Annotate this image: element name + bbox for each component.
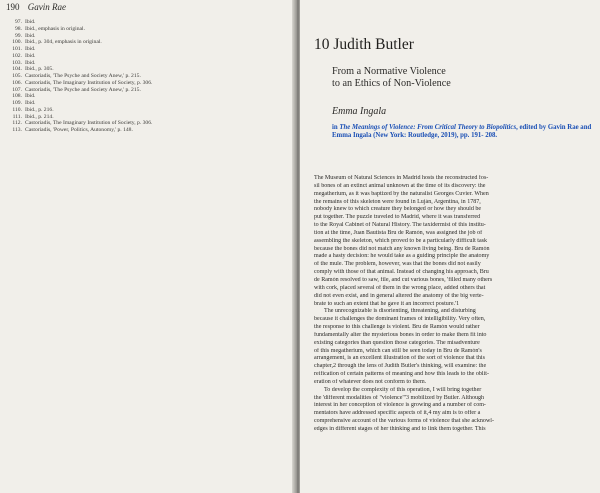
endnote xyxy=(6,127,266,134)
endnote-text: Ibid. xyxy=(25,59,36,66)
chapter-title: 10 Judith Butler xyxy=(314,36,414,53)
body-line: the 'different modalities of "violence"'3 mobilized by Butler. Although xyxy=(314,394,485,401)
endnote-text: Ibid. xyxy=(25,46,36,52)
endnote-text: Ibid. xyxy=(25,100,36,106)
body-line: because the bones did not match any known living being. Bru de Ramón xyxy=(314,245,490,252)
body-line: reification of certain patterns of meaning and how this leads to the oblit- xyxy=(314,371,489,378)
endnote-number: 105. xyxy=(12,73,22,79)
left-running-head xyxy=(6,2,66,12)
body-line: to the Royal Cabinet of Natural History. The taxidermist of this institu- xyxy=(314,222,486,229)
endnote-text: Castoriadis, The Imaginary Institution of Society, p. 306. xyxy=(25,120,153,127)
body-line: made a hasty decision: he would take as a guiding principle the anatomy xyxy=(314,253,490,260)
endnote-number: 100. xyxy=(12,39,22,46)
body-line: with cork, placed several of them in the wrong place, added others that xyxy=(314,284,486,291)
endnote-number: 111. xyxy=(12,113,22,120)
endnote-number: 113. xyxy=(12,127,22,133)
endnote-number: 107. xyxy=(12,86,22,93)
left-page xyxy=(0,0,296,493)
endnote-number: 110. xyxy=(12,106,22,113)
endnote xyxy=(6,80,266,87)
endnote-text: Ibid., p. 304, emphasis in original. xyxy=(25,39,102,46)
endnote xyxy=(6,53,266,60)
endnote-text: Castoriadis, The Imaginary Institution of Society, p. 306. xyxy=(25,79,153,86)
body-line: put together. The puzzle traveled to Madrid, where it was transferred xyxy=(314,214,481,221)
endnote xyxy=(6,33,266,40)
endnote-number: 112. xyxy=(12,120,22,127)
endnote xyxy=(6,19,266,26)
citation-prefix: in xyxy=(332,124,340,131)
endnote-number: 109. xyxy=(12,100,22,106)
body-line: comply with those of that animal. Instead of changing his approach, Bru xyxy=(314,269,489,276)
body-line: edges in different stages of her thinking and to link them together. This xyxy=(314,426,486,432)
citation-suffix: , edited by Gavin Rae and Emma Ingala (New York: Routledge, 2019), pp. 191- 208. xyxy=(332,124,592,140)
endnote-number: 102. xyxy=(12,52,22,59)
body-line: because it challenges the dominant frames of intelligibility. Very often, xyxy=(314,316,486,323)
endnote xyxy=(6,46,266,53)
endnote-number: 101. xyxy=(12,46,22,52)
endnote-number: 97. xyxy=(15,19,22,25)
body-line: The Museum of Natural Sciences in Madrid hosts the reconstructed fos- xyxy=(314,175,489,181)
body-line: eration of whatever does not conform to them. xyxy=(314,378,427,385)
endnote xyxy=(6,100,266,107)
endnote-text: Ibid., p. 305. xyxy=(25,66,54,73)
chapter-author: Emma Ingala xyxy=(332,106,387,117)
endnote-text: Castoriadis, 'Power, Politics, Autonomy,' p. 148. xyxy=(25,127,133,133)
body-line: arrangement, is an excellent illustration of the sort of violence that this xyxy=(314,355,485,362)
body-line: assembling the skeleton, which proved to be a particularly difficult task xyxy=(314,237,488,244)
body-line: existing categories than question those categories. The misadventure xyxy=(314,339,480,346)
chapter-body-text xyxy=(314,175,592,434)
chapter-subtitle-line-2: to an Ethics of Non-Violence xyxy=(332,78,451,89)
citation-book-title: The Meanings of Violence: From Critical Theory to Biopolitics xyxy=(339,124,517,131)
body-line: of the mule. The problem, however, was that the bones did not easily xyxy=(314,261,481,268)
body-line: the response to this challenge is violent. Bru de Ramón would rather xyxy=(314,324,480,331)
body-line: the remains of this skeleton were found in Luján, Argentina, in 1787, xyxy=(314,198,481,205)
endnote-text: Ibid., emphasis in original. xyxy=(25,25,85,32)
chapter-subtitle xyxy=(332,66,582,90)
body-line: sil bones of an extinct animal unknown at the time of its discovery: the xyxy=(314,182,486,189)
body-line: mentators have addressed specific aspects of it,4 my aim is to offer a xyxy=(314,410,481,417)
endnote xyxy=(6,87,266,94)
chapter-subtitle-line-1: From a Normative Violence xyxy=(332,66,446,77)
body-line: de Ramón resolved to saw, file, and cut various bones, 'filled many others xyxy=(314,276,493,283)
endnote xyxy=(6,120,266,127)
endnote-number: 108. xyxy=(12,93,22,100)
endnote-number: 103. xyxy=(12,59,22,66)
body-line: chapter,2 through the lens of Judith Butler's thinking, will examine: the xyxy=(314,363,487,370)
endnote-number: 104. xyxy=(12,66,22,73)
body-line: megatherium, as it was baptized by the naturalist Georges Cuvier. When xyxy=(314,190,489,197)
citation-annotation xyxy=(332,124,592,141)
body-line: fundamentally alter the mysterious bones in order to make them fit into xyxy=(314,331,487,338)
body-line: comprehensive account of the various forms of violence that she acknowl- xyxy=(314,418,495,425)
body-line: To develop the complexity of this operation, I will bring together xyxy=(324,386,482,393)
body-line: The unrecognizable is disorienting, threatening, and disturbing xyxy=(324,308,476,315)
endnote-text: Ibid. xyxy=(25,32,36,39)
endnote xyxy=(6,93,266,100)
endnote xyxy=(6,60,266,67)
endnote-text: Ibid., p. 214. xyxy=(25,113,54,120)
endnote-number: 99. xyxy=(15,32,22,39)
left-page-number: 190 xyxy=(6,2,20,12)
endnote xyxy=(6,73,266,80)
running-head-author: Gavin Rae xyxy=(27,2,66,12)
body-line: interest in her conception of violence is growing and a number of com- xyxy=(314,402,486,409)
endnote xyxy=(6,39,266,46)
endnote-number: 98. xyxy=(15,25,22,32)
endnote-text: Castoriadis, 'The Psyche and Society Anew,' p. 215. xyxy=(25,73,141,79)
endnote-text: Ibid., p. 216. xyxy=(25,106,54,113)
endnote xyxy=(6,66,266,73)
body-line: did not even exist, and in general altered the anatomy of the big verte- xyxy=(314,292,484,299)
body-line: tion at the time, Juan Bautista Bru de Ramón, was assigned the job of xyxy=(314,229,483,236)
endnote-text: Ibid. xyxy=(25,93,36,100)
endnote-text: Ibid. xyxy=(25,52,36,59)
endnote xyxy=(6,26,266,33)
endnotes-list xyxy=(6,19,266,134)
body-line: of this megatherium, which can still be seen today in Bru de Ramón's xyxy=(314,347,482,354)
endnote-text: Castoriadis, 'The Psyche and Society Anew,' p. 215. xyxy=(25,86,141,93)
endnote-number: 106. xyxy=(12,79,22,86)
endnote-text: Ibid. xyxy=(25,19,36,25)
body-line: nobody knew to which creature they belonged or how they should be xyxy=(314,206,482,213)
endnote xyxy=(6,107,266,114)
body-line: brate to such an extent that he gave it an incorrect posture.'1 xyxy=(314,300,460,307)
right-page xyxy=(300,0,600,493)
